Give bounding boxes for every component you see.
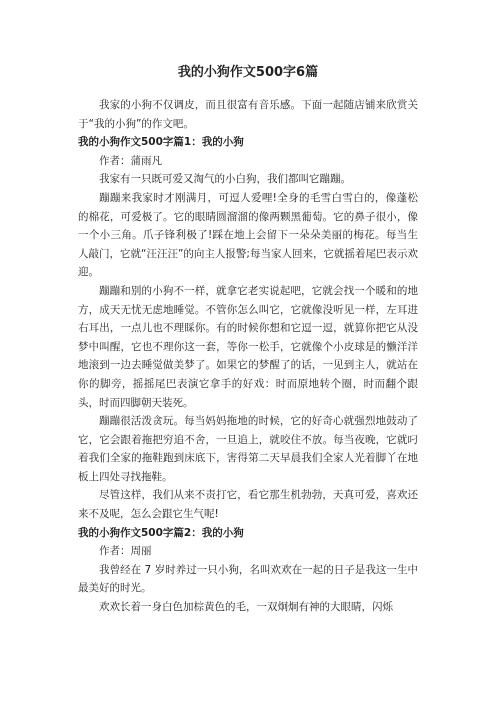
document-title: 我的小狗作文500字6篇 [177,65,319,80]
article-heading: 我的小狗作文500字篇2：我的小狗 [78,526,244,539]
article-paragraph: 我曾经在 7 岁时养过一只小狗，名叫欢欢在一起的日子是我这一生中最美好的时光。 [78,563,418,595]
article-1 [78,133,418,523]
article-paragraph: 尽管这样，我们从来不责打它，看它那生机勃勃，天真可爱，喜欢还来不及呢，怎么会跟它生气呢! [78,489,418,521]
article-author: 作者：蒲雨凡 [99,154,162,167]
article-paragraph: 蹦蹦和别的小狗不一样，就拿它老实说起吧，它就会找一个暖和的地方，成天无忧无虑地睡觉。不管你怎么叫它，它就像没听见一样，左耳进右耳出，一点儿也不理睬你。有的时候你想和它逗一逗，就算你把它从没梦中叫醒，它也不理你这一套，等你一松手，它就像个小皮球是的懒洋洋地滚到一边去睡觉做美梦了。如果它的梦醒了的话，一见到主人，就站在你的脚旁，摇摇尾巴表演它拿手的好戏：时而原地转个圈，时而翻个跟头，时而四脚朝天装死。 [78,284,418,409]
article-paragraph: 蹦蹦很活泼贪玩。每当妈妈拖地的时候，它的好奇心就强烈地鼓动了它，它会跟着拖把穷追不舍，一旦追上，就咬住不放。每当夜晚，它就叼着我们全家的拖鞋跑到床底下，害得第二天早晨我们全家人光着脚丫在地板上四处寻找拖鞋。 [78,415,418,483]
article-paragraph: 欢欢长着一身白色加棕黄色的毛，一双炯炯有神的大眼睛，闪烁 [99,601,393,614]
article-paragraph: 蹦蹦来我家时才刚满月，可逗人爱哩!全身的毛雪白雪白的，像蓬松的棉花，可爱极了。它的眼睛圆溜溜的像两颗黑葡萄。它的鼻子很小，像一个小三角。爪子锋利极了!踩在地上会留下一朵朵美丽的梅花。每当生人敲门，它就“汪汪汪”的向主人报警;每当家人回来，它就摇着尾巴表示欢迎。 [78,191,418,279]
intro-paragraph: 我家的小狗不仅调皮，而且很富有音乐感。下面一起随店铺来欣赏关于“我的小狗”的作文吧。 [78,99,418,130]
article-heading: 我的小狗作文500字篇1：我的小狗 [78,136,244,149]
article-2 [78,524,418,617]
article-author: 作者：周丽 [99,545,152,558]
article-paragraph: 我家有一只既可爱又淘气的小白狗，我们都叫它蹦蹦。 [99,173,351,186]
